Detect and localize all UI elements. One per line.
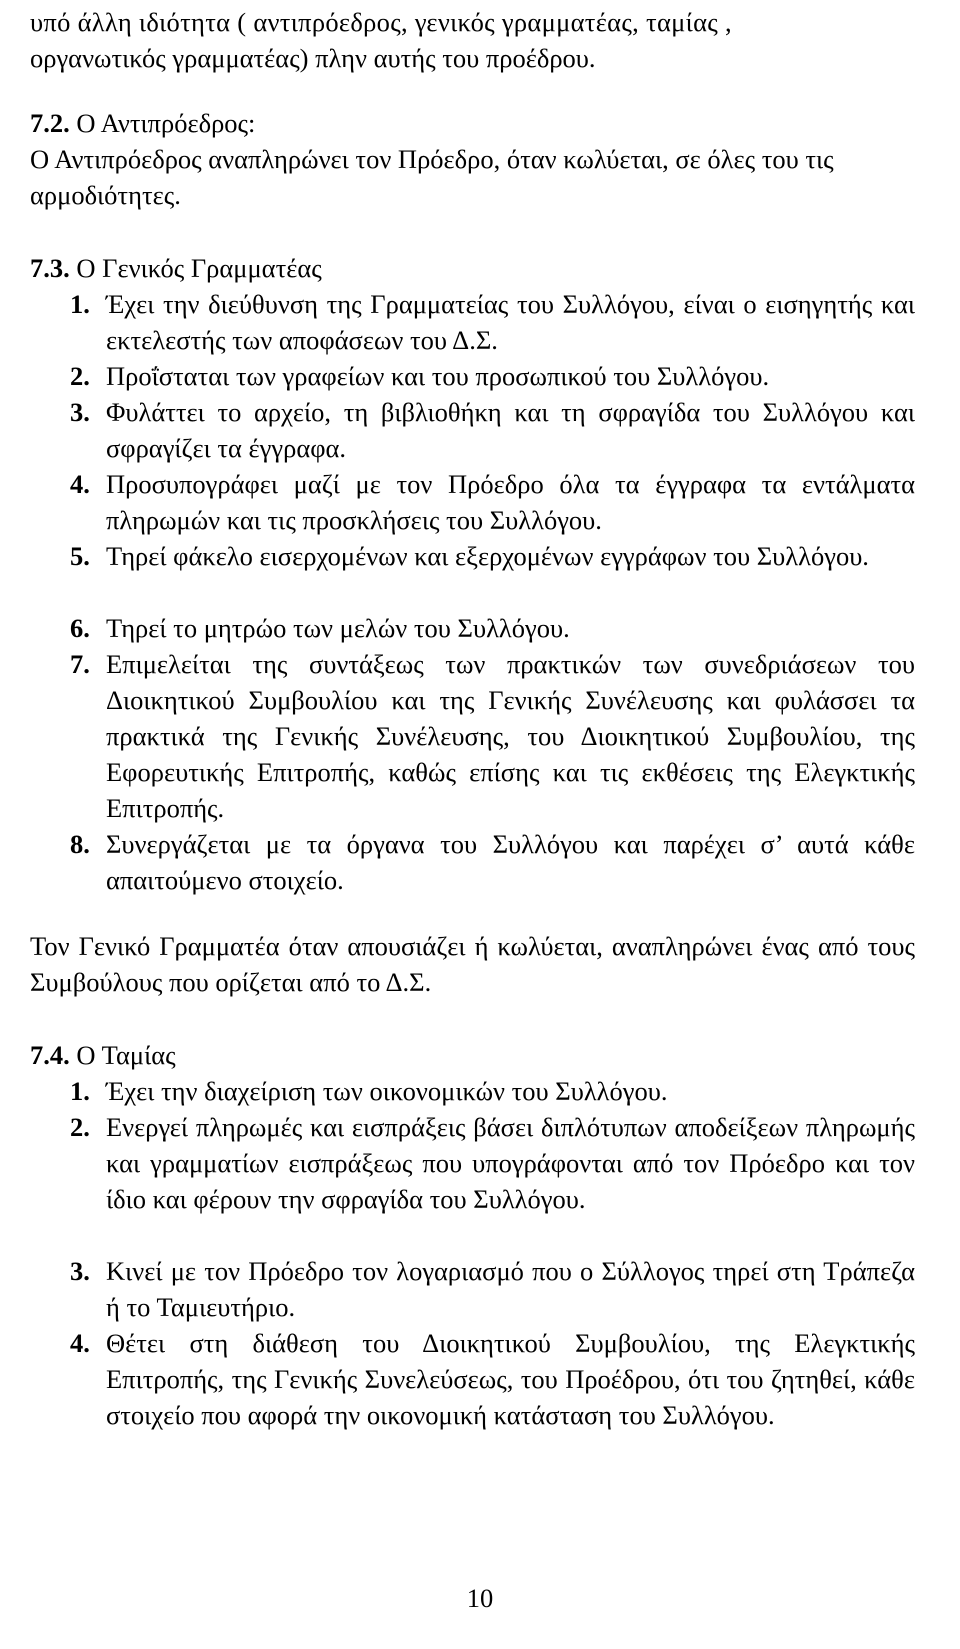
list-item xyxy=(70,826,915,898)
list-item-number: 8. xyxy=(70,829,90,859)
list-item-number: 4. xyxy=(70,469,90,499)
list-item xyxy=(70,358,915,394)
list-item xyxy=(70,646,915,826)
section-title: Ο Αντιπρόεδρος: xyxy=(69,108,256,138)
list-item xyxy=(70,1253,915,1325)
list-item-number: 1. xyxy=(70,1076,90,1106)
list-item-text: Συνεργάζεται με τα όργανα του Συλλόγου και παρέχει σ’ αυτά κάθε απαιτούμενο στοιχείο. xyxy=(106,829,915,895)
list-item-number: 5. xyxy=(70,541,90,571)
list-item-number: 2. xyxy=(70,1112,90,1142)
section-title: Ο Ταμίας xyxy=(69,1040,176,1070)
list-item-text: Ενεργεί πληρωμές και εισπράξεις βάσει διπλότυπων αποδείξεων πληρωμής και γραμματίων εισπράξεως που υπογράφονται από τον Πρόεδρο και τον ίδιο και φέρουν την σφραγίδα του Συλλόγου. xyxy=(106,1112,915,1214)
list-item-text: Προΐσταται των γραφείων και του προσωπικού του Συλλόγου. xyxy=(106,361,770,391)
list-item-number: 3. xyxy=(70,397,90,427)
section-number: 7.4. xyxy=(30,1040,70,1070)
section-number: 7.3. xyxy=(30,253,70,283)
list-item xyxy=(70,610,915,646)
list-item-text: Έχει την διεύθυνση της Γραμματείας του Συλλόγου, είναι ο εισηγητής και εκτελεστής των αποφάσεων του Δ.Σ. xyxy=(106,289,915,355)
list-item-number: 2. xyxy=(70,361,90,391)
section-7-4-heading xyxy=(30,1037,915,1073)
section-7-2-heading xyxy=(30,105,915,141)
list-item xyxy=(70,538,915,574)
list-item-text: Κινεί με τον Πρόεδρο τον λογαριασμό που ο Σύλλογος τηρεί στη Τράπεζα ή το Ταμιευτήριο. xyxy=(106,1256,915,1322)
list-item xyxy=(70,1109,915,1217)
list-item-text: Επιμελείται της συντάξεως των πρακτικών των συνεδριάσεων του Διοικητικού Συμβουλίου και της Γενικής Συνέλευσης και φυλάσσει τα πρακτικά της Γενικής Συνέλευσης, του Διοικητικού Συμβουλίου, της Εφορευτικής Επιτροπής, καθώς επίσης και τις εκθέσεις της Ελεγκτικής Επιτροπής. xyxy=(106,649,915,823)
section-title: Ο Γενικός Γραμματέας xyxy=(69,253,322,283)
list-item-text: Τηρεί φάκελο εισερχομένων και εξερχομένων εγγράφων του Συλλόγου. xyxy=(106,541,869,571)
list-item xyxy=(70,1325,915,1433)
intro-paragraph xyxy=(30,4,915,76)
list-item-text: Θέτει στη διάθεση του Διοικητικού Συμβουλίου, της Ελεγκτικής Επιτροπής, της Γενικής Συνελεύσεως, του Προέδρου, ότι του ζητηθεί, κάθε στοιχείο που αφορά την οικονομική κατάσταση του Συλλόγου. xyxy=(106,1328,915,1430)
page-number: 10 xyxy=(466,1583,494,1613)
list-item-number: 3. xyxy=(70,1256,90,1286)
list-item xyxy=(70,286,915,358)
list-item-text: Τηρεί το μητρώο των μελών του Συλλόγου. xyxy=(106,613,570,643)
list-item-text: Φυλάττει το αρχείο, τη βιβλιοθήκη και τη σφραγίδα του Συλλόγου και σφραγίζει τα έγγραφα. xyxy=(106,397,915,463)
list-item xyxy=(70,466,915,538)
list-item-number: 4. xyxy=(70,1328,90,1358)
list-item-text: Έχει την διαχείριση των οικονομικών του Συλλόγου. xyxy=(106,1076,668,1106)
list-item xyxy=(70,1073,915,1109)
list-item xyxy=(70,394,915,466)
list-item-number: 1. xyxy=(70,289,90,319)
section-7-3-heading xyxy=(30,250,915,286)
list-item-text: Προσυπογράφει μαζί με τον Πρόεδρο όλα τα έγγραφα τα εντάλματα πληρωμών και τις προσκλήσεις του Συλλόγου. xyxy=(106,469,915,535)
section-number: 7.2. xyxy=(30,108,70,138)
intro-line-2: οργανωτικός γραμματέας) πλην αυτής του προέδρου. xyxy=(30,43,596,73)
section-7-2-text: Ο Αντιπρόεδρος αναπληρώνει τον Πρόεδρο, όταν κωλύεται, σε όλες του τις αρμοδιότητες. xyxy=(30,144,834,210)
list-item-number: 6. xyxy=(70,613,90,643)
secretary-substitute-note: Τον Γενικό Γραμματέα όταν απουσιάζει ή κωλύεται, αναπληρώνει ένας από τους Συμβούλους που ορίζεται από το Δ.Σ. xyxy=(30,931,915,997)
intro-line-1: υπό άλλη ιδιότητα ( αντιπρόεδρος, γενικός γραμματέας, ταμίας , xyxy=(30,7,732,37)
list-item-number: 7. xyxy=(70,649,90,679)
